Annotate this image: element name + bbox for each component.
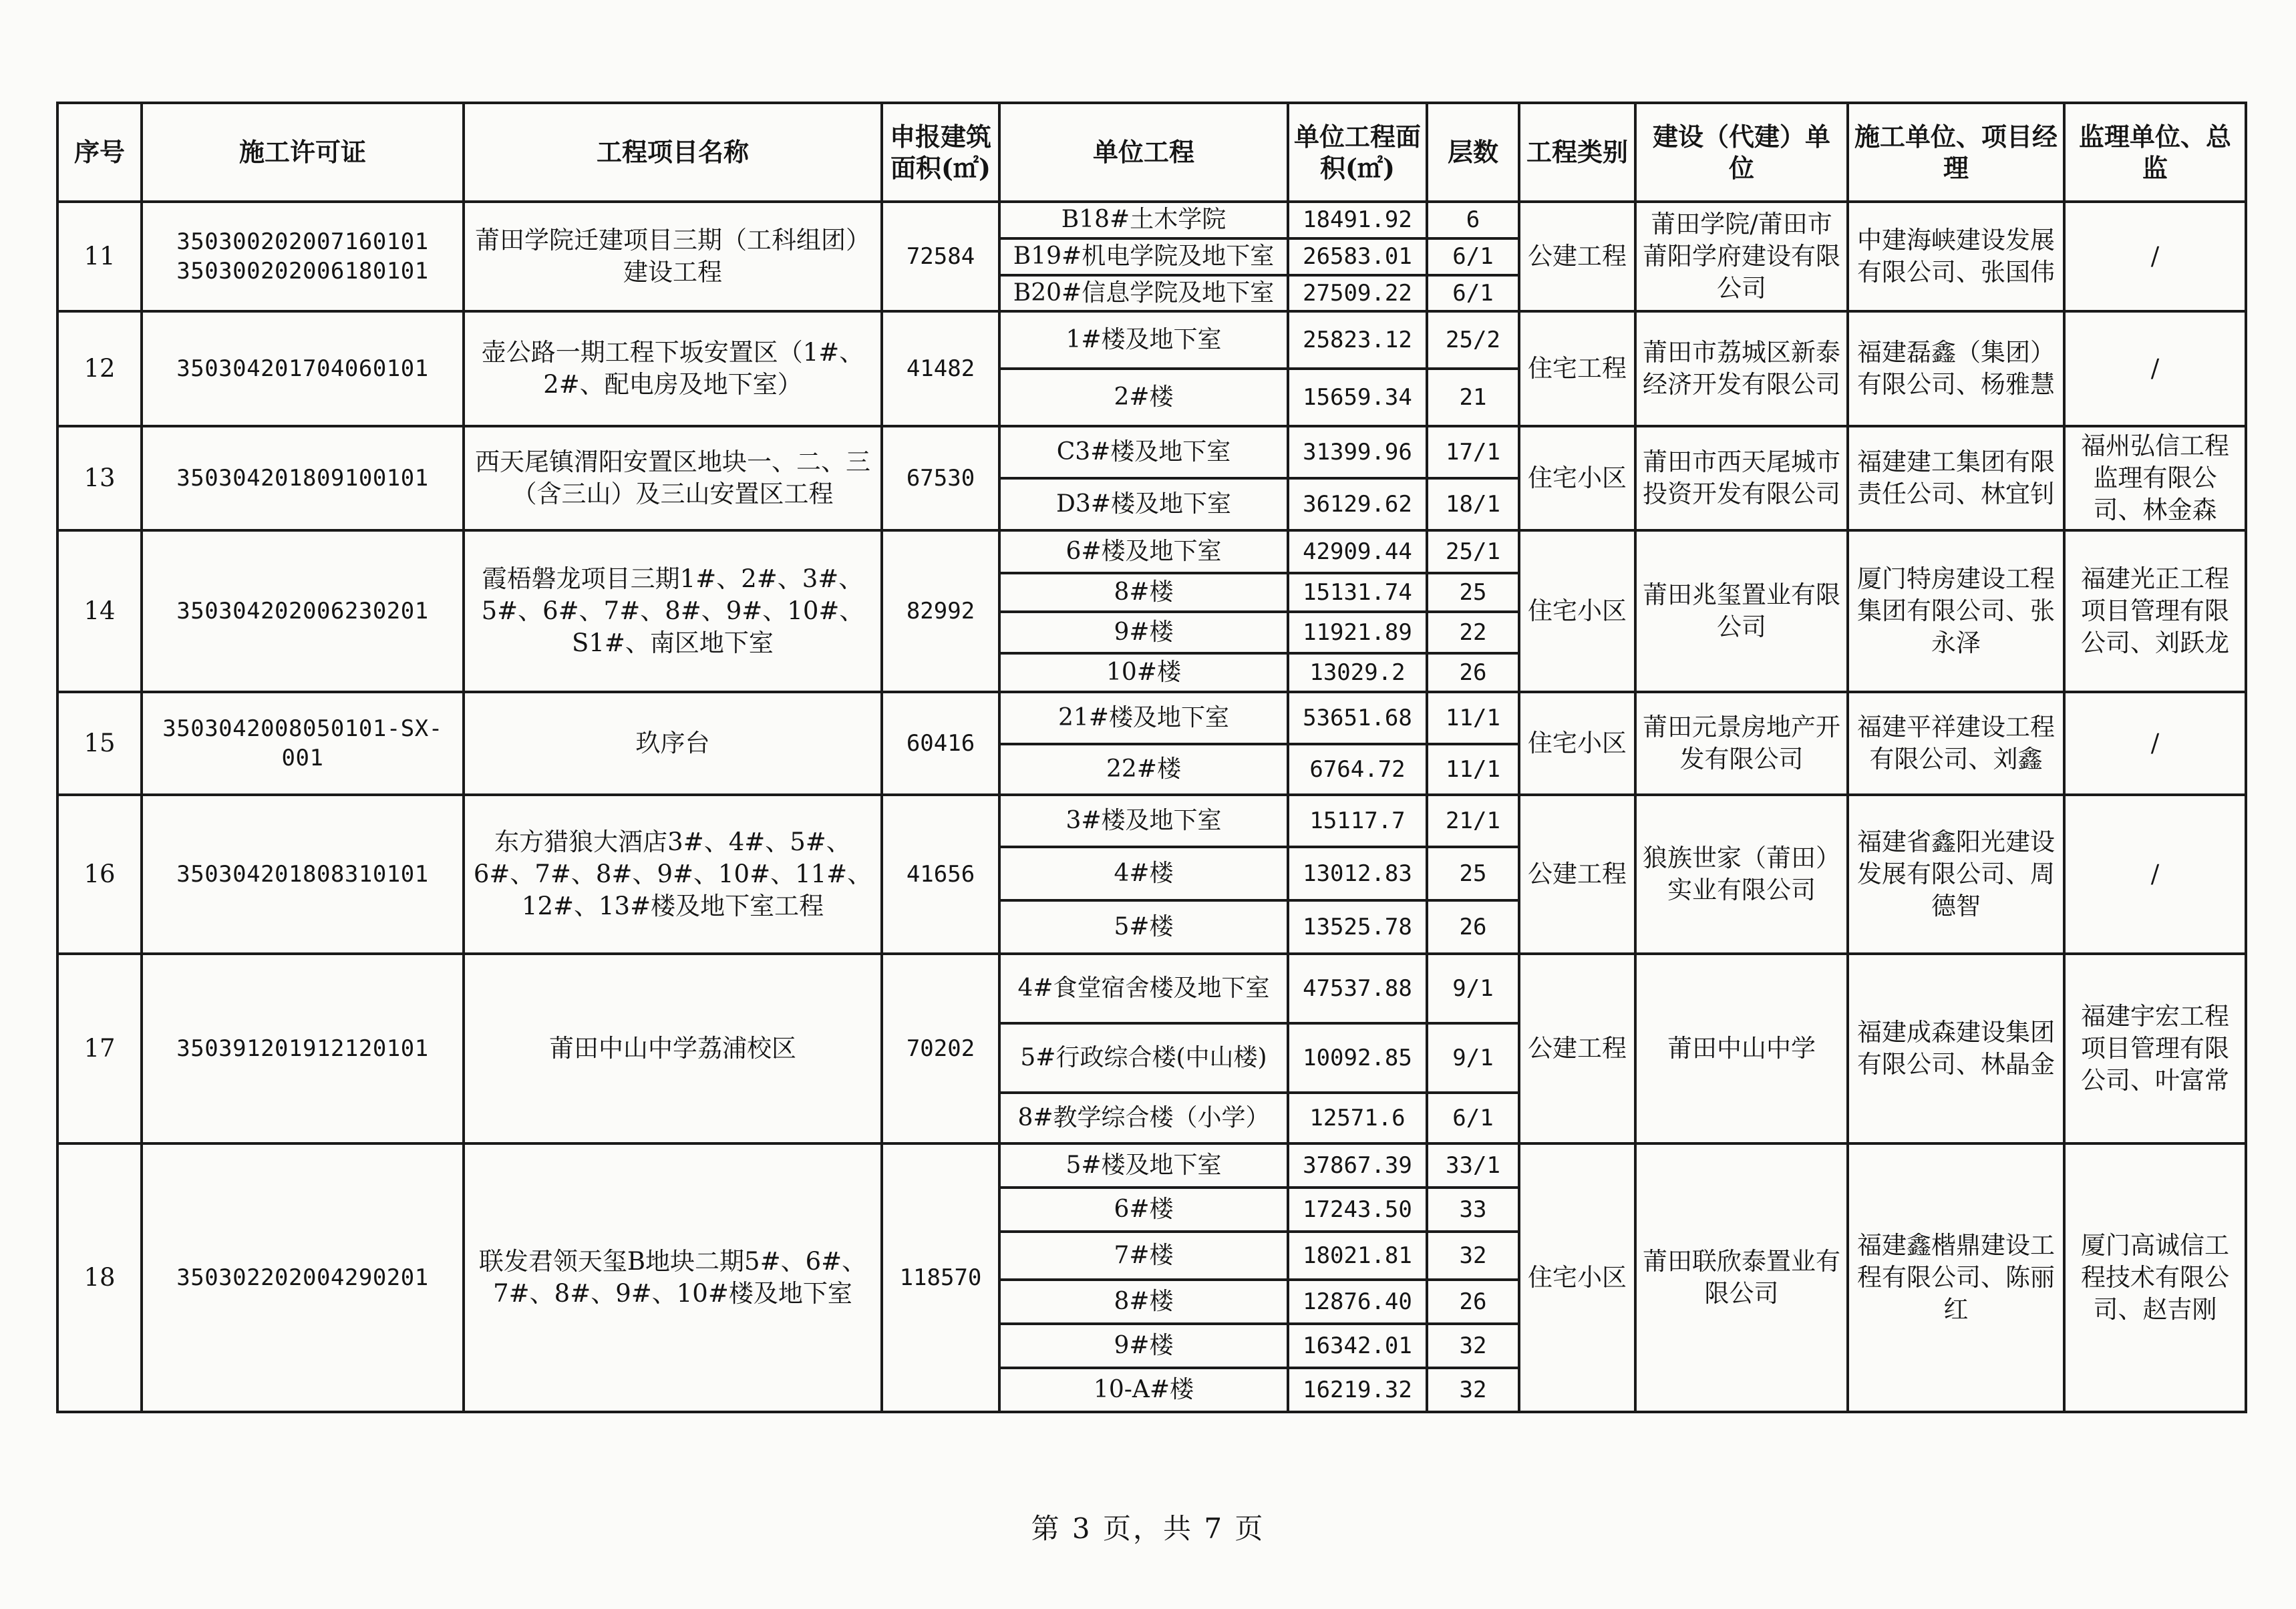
table-row bbox=[57, 795, 2246, 847]
header-builder: 建设（代建）单 位 bbox=[1635, 103, 1848, 202]
row-declared-area: 70202 bbox=[882, 954, 999, 1143]
row-contractor: 福建成森建设集团有限公司、林晶金 bbox=[1848, 954, 2064, 1143]
unit-area: 15117.7 bbox=[1288, 795, 1427, 847]
unit-area: 18491.92 bbox=[1288, 202, 1427, 238]
unit-floors: 9/1 bbox=[1427, 1023, 1519, 1093]
unit-floors: 22 bbox=[1427, 612, 1519, 653]
row-declared-area: 41482 bbox=[882, 311, 999, 426]
row-declared-area: 67530 bbox=[882, 426, 999, 530]
row-declared-area: 82992 bbox=[882, 530, 999, 692]
unit-name: 5#行政综合楼(中山楼) bbox=[999, 1023, 1288, 1093]
row-supervisor: / bbox=[2064, 692, 2246, 795]
row-declared-area: 118570 bbox=[882, 1143, 999, 1412]
project-table bbox=[56, 102, 2247, 1413]
unit-area: 37867.39 bbox=[1288, 1143, 1427, 1188]
row-builder: 莆田市荔城区新泰经济开发有限公司 bbox=[1635, 311, 1848, 426]
row-project-name: 莆田中山中学荔浦校区 bbox=[464, 954, 882, 1143]
unit-floors: 25/2 bbox=[1427, 311, 1519, 369]
unit-floors: 33 bbox=[1427, 1188, 1519, 1232]
unit-name: 2#楼 bbox=[999, 369, 1288, 426]
row-seq: 15 bbox=[57, 692, 142, 795]
row-supervisor: 厦门高诚信工程技术有限公司、赵吉刚 bbox=[2064, 1143, 2246, 1412]
unit-area: 25823.12 bbox=[1288, 311, 1427, 369]
row-project-name: 莆田学院迁建项目三期（工科组团）建设工程 bbox=[464, 202, 882, 311]
row-category: 住宅小区 bbox=[1519, 426, 1635, 530]
row-builder: 莆田联欣泰置业有限公司 bbox=[1635, 1143, 1848, 1412]
table-row bbox=[57, 530, 2246, 573]
row-contractor: 福建磊鑫（集团）有限公司、杨雅慧 bbox=[1848, 311, 2064, 426]
unit-floors: 6/1 bbox=[1427, 238, 1519, 275]
unit-name: 22#楼 bbox=[999, 744, 1288, 795]
row-project-name: 东方猎狼大酒店3#、4#、5#、6#、7#、8#、9#、10#、11#、12#、13#楼及地下室工程 bbox=[464, 795, 882, 954]
unit-floors: 26 bbox=[1427, 1280, 1519, 1324]
unit-floors: 32 bbox=[1427, 1368, 1519, 1412]
unit-floors: 26 bbox=[1427, 900, 1519, 954]
unit-name: 9#楼 bbox=[999, 612, 1288, 653]
row-category: 公建工程 bbox=[1519, 795, 1635, 954]
unit-floors: 26 bbox=[1427, 653, 1519, 692]
header-seq: 序号 bbox=[57, 103, 142, 202]
row-category: 住宅小区 bbox=[1519, 1143, 1635, 1412]
unit-name: 9#楼 bbox=[999, 1324, 1288, 1368]
unit-name: 4#食堂宿舍楼及地下室 bbox=[999, 954, 1288, 1023]
unit-floors: 17/1 bbox=[1427, 426, 1519, 478]
row-permit: 350304201809100101 bbox=[142, 426, 464, 530]
row-supervisor: / bbox=[2064, 795, 2246, 954]
unit-floors: 6 bbox=[1427, 202, 1519, 238]
row-permit: 350391201912120101 bbox=[142, 954, 464, 1143]
row-seq: 14 bbox=[57, 530, 142, 692]
unit-area: 27509.22 bbox=[1288, 275, 1427, 312]
unit-name: 10-A#楼 bbox=[999, 1368, 1288, 1412]
unit-floors: 21 bbox=[1427, 369, 1519, 426]
row-builder: 莆田学院/莆田市莆阳学府建设有限公司 bbox=[1635, 202, 1848, 311]
row-declared-area: 60416 bbox=[882, 692, 999, 795]
unit-name: B18#土木学院 bbox=[999, 202, 1288, 238]
table-row bbox=[57, 311, 2246, 369]
row-contractor: 中建海峡建设发展有限公司、张国伟 bbox=[1848, 202, 2064, 311]
row-supervisor: / bbox=[2064, 202, 2246, 311]
unit-name: 5#楼 bbox=[999, 900, 1288, 954]
unit-floors: 25/1 bbox=[1427, 530, 1519, 573]
unit-floors: 11/1 bbox=[1427, 692, 1519, 744]
row-contractor: 福建平祥建设工程有限公司、刘鑫 bbox=[1848, 692, 2064, 795]
row-category: 住宅工程 bbox=[1519, 311, 1635, 426]
row-category: 公建工程 bbox=[1519, 954, 1635, 1143]
unit-floors: 18/1 bbox=[1427, 478, 1519, 530]
row-category: 公建工程 bbox=[1519, 202, 1635, 311]
row-seq: 11 bbox=[57, 202, 142, 311]
unit-floors: 6/1 bbox=[1427, 1093, 1519, 1143]
row-supervisor: / bbox=[2064, 311, 2246, 426]
row-category: 住宅小区 bbox=[1519, 692, 1635, 795]
row-permit: 3503042008050101-SX-001 bbox=[142, 692, 464, 795]
table-row bbox=[57, 202, 2246, 238]
header-project: 工程项目名称 bbox=[464, 103, 882, 202]
header-permit: 施工许可证 bbox=[142, 103, 464, 202]
unit-floors: 21/1 bbox=[1427, 795, 1519, 847]
header-category: 工程类别 bbox=[1519, 103, 1635, 202]
unit-area: 13012.83 bbox=[1288, 847, 1427, 900]
row-contractor: 福建建工集团有限责任公司、林宜钊 bbox=[1848, 426, 2064, 530]
unit-name: 3#楼及地下室 bbox=[999, 795, 1288, 847]
unit-area: 10092.85 bbox=[1288, 1023, 1427, 1093]
header-contractor: 施工单位、项目经理 bbox=[1848, 103, 2064, 202]
row-contractor: 厦门特房建设工程集团有限公司、张永泽 bbox=[1848, 530, 2064, 692]
row-seq: 17 bbox=[57, 954, 142, 1143]
row-permit: 350300202007160101 350300202006180101 bbox=[142, 202, 464, 311]
unit-area: 6764.72 bbox=[1288, 744, 1427, 795]
table-header-row bbox=[57, 103, 2246, 202]
unit-area: 13525.78 bbox=[1288, 900, 1427, 954]
header-area: 申报建筑面积(㎡) bbox=[882, 103, 999, 202]
unit-area: 11921.89 bbox=[1288, 612, 1427, 653]
row-builder: 莆田元景房地产开发有限公司 bbox=[1635, 692, 1848, 795]
unit-area: 12876.40 bbox=[1288, 1280, 1427, 1324]
row-permit: 350304201808310101 bbox=[142, 795, 464, 954]
unit-area: 26583.01 bbox=[1288, 238, 1427, 275]
unit-area: 36129.62 bbox=[1288, 478, 1427, 530]
unit-name: 10#楼 bbox=[999, 653, 1288, 692]
row-permit: 350304202006230201 bbox=[142, 530, 464, 692]
header-unit-area: 单位工程面积(㎡) bbox=[1288, 103, 1427, 202]
unit-name: 6#楼 bbox=[999, 1188, 1288, 1232]
unit-area: 16219.32 bbox=[1288, 1368, 1427, 1412]
unit-area: 31399.96 bbox=[1288, 426, 1427, 478]
row-project-name: 西天尾镇渭阳安置区地块一、二、三（含三山）及三山安置区工程 bbox=[464, 426, 882, 530]
unit-name: D3#楼及地下室 bbox=[999, 478, 1288, 530]
unit-area: 15659.34 bbox=[1288, 369, 1427, 426]
table-body bbox=[57, 202, 2246, 1412]
unit-name: 7#楼 bbox=[999, 1232, 1288, 1280]
header-floors: 层数 bbox=[1427, 103, 1519, 202]
row-contractor: 福建省鑫阳光建设发展有限公司、周德智 bbox=[1848, 795, 2064, 954]
row-seq: 16 bbox=[57, 795, 142, 954]
row-project-name: 霞梧磐龙项目三期1#、2#、3#、5#、6#、7#、8#、9#、10#、S1#、南区地下室 bbox=[464, 530, 882, 692]
unit-area: 17243.50 bbox=[1288, 1188, 1427, 1232]
unit-name: 8#楼 bbox=[999, 1280, 1288, 1324]
row-permit: 350304201704060101 bbox=[142, 311, 464, 426]
row-contractor: 福建鑫楷鼎建设工程有限公司、陈丽红 bbox=[1848, 1143, 2064, 1412]
unit-area: 13029.2 bbox=[1288, 653, 1427, 692]
unit-floors: 32 bbox=[1427, 1232, 1519, 1280]
row-supervisor: 福建光正工程项目管理有限公司、刘跃龙 bbox=[2064, 530, 2246, 692]
row-builder: 莆田市西天尾城市投资开发有限公司 bbox=[1635, 426, 1848, 530]
row-project-name: 壶公路一期工程下坂安置区（1#、2#、配电房及地下室） bbox=[464, 311, 882, 426]
table-row bbox=[57, 692, 2246, 744]
row-declared-area: 41656 bbox=[882, 795, 999, 954]
page-footer: 第 3 页，共 7 页 bbox=[1031, 1512, 1265, 1545]
header-supervisor: 监理单位、总监 bbox=[2064, 103, 2246, 202]
unit-name: 5#楼及地下室 bbox=[999, 1143, 1288, 1188]
unit-area: 18021.81 bbox=[1288, 1232, 1427, 1280]
row-builder: 莆田兆玺置业有限公司 bbox=[1635, 530, 1848, 692]
row-project-name: 玖序台 bbox=[464, 692, 882, 795]
unit-name: 1#楼及地下室 bbox=[999, 311, 1288, 369]
unit-name: 21#楼及地下室 bbox=[999, 692, 1288, 744]
row-builder: 莆田中山中学 bbox=[1635, 954, 1848, 1143]
table-row bbox=[57, 426, 2246, 478]
row-category: 住宅小区 bbox=[1519, 530, 1635, 692]
row-permit: 350302202004290201 bbox=[142, 1143, 464, 1412]
row-declared-area: 72584 bbox=[882, 202, 999, 311]
unit-area: 16342.01 bbox=[1288, 1324, 1427, 1368]
unit-name: C3#楼及地下室 bbox=[999, 426, 1288, 478]
row-project-name: 联发君领天玺B地块二期5#、6#、7#、8#、9#、10#楼及地下室 bbox=[464, 1143, 882, 1412]
header-unit: 单位工程 bbox=[999, 103, 1288, 202]
unit-floors: 33/1 bbox=[1427, 1143, 1519, 1188]
unit-floors: 25 bbox=[1427, 847, 1519, 900]
unit-name: 4#楼 bbox=[999, 847, 1288, 900]
unit-floors: 11/1 bbox=[1427, 744, 1519, 795]
unit-name: 8#楼 bbox=[999, 573, 1288, 612]
unit-name: 8#教学综合楼（小学） bbox=[999, 1093, 1288, 1143]
unit-area: 12571.6 bbox=[1288, 1093, 1427, 1143]
row-supervisor: 福州弘信工程监理有限公司、林金森 bbox=[2064, 426, 2246, 530]
unit-area: 47537.88 bbox=[1288, 954, 1427, 1023]
unit-floors: 9/1 bbox=[1427, 954, 1519, 1023]
row-seq: 18 bbox=[57, 1143, 142, 1412]
unit-floors: 6/1 bbox=[1427, 275, 1519, 312]
unit-name: 6#楼及地下室 bbox=[999, 530, 1288, 573]
table-row bbox=[57, 1143, 2246, 1188]
unit-name: B19#机电学院及地下室 bbox=[999, 238, 1288, 275]
unit-floors: 25 bbox=[1427, 573, 1519, 612]
unit-area: 15131.74 bbox=[1288, 573, 1427, 612]
table-row bbox=[57, 954, 2246, 1023]
row-seq: 13 bbox=[57, 426, 142, 530]
row-supervisor: 福建宇宏工程项目管理有限公司、叶富常 bbox=[2064, 954, 2246, 1143]
unit-floors: 32 bbox=[1427, 1324, 1519, 1368]
row-builder: 狼族世家（莆田）实业有限公司 bbox=[1635, 795, 1848, 954]
unit-area: 42909.44 bbox=[1288, 530, 1427, 573]
unit-name: B20#信息学院及地下室 bbox=[999, 275, 1288, 312]
unit-area: 53651.68 bbox=[1288, 692, 1427, 744]
row-seq: 12 bbox=[57, 311, 142, 426]
